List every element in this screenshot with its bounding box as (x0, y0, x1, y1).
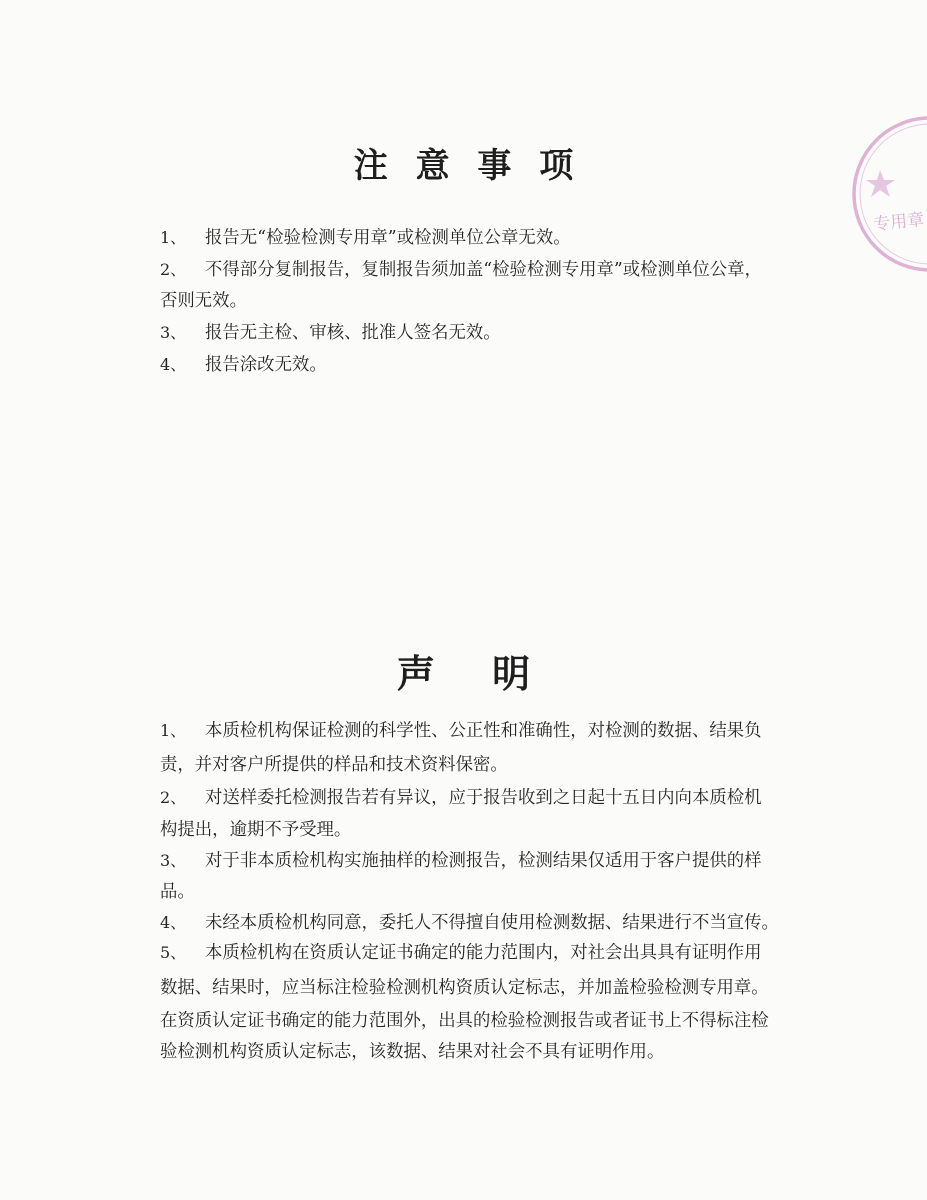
notice-title: 注 意 事 项 (353, 146, 582, 186)
item-number: 4、 (160, 913, 187, 932)
item-text-line: 数据、结果时，应当标注检验检测机构资质认定标志，并加盖检验检测专用章。 (160, 978, 769, 998)
item-number: 2、 (160, 788, 187, 807)
item-text-line: 本质检机构在资质认定证书确定的能力范围内，对社会出具具有证明作用 (205, 943, 762, 963)
item-text-line: 品。 (160, 882, 195, 902)
item-text-line: 否则无效。 (160, 291, 247, 311)
item-text-line: 报告无主检、审核、批准人签名无效。 (205, 323, 501, 343)
official-seal (850, 108, 927, 280)
item-number: 4、 (160, 355, 187, 374)
item-text-line: 对送样委托检测报告若有异议，应于报告收到之日起十五日内向本质检机 (205, 788, 762, 808)
item-text-line: 不得部分复制报告，复制报告须加盖“检验检测专用章”或检测单位公章， (205, 260, 762, 280)
item-number: 2、 (160, 260, 187, 279)
item-text-line: 报告无“检验检测专用章”或检测单位公章无效。 (205, 228, 571, 248)
seal-outer-ring (854, 118, 927, 270)
seal-text: 专用章 (872, 209, 926, 235)
item-text-line: 未经本质检机构同意，委托人不得擅自使用检测数据、结果进行不当宣传。 (205, 913, 779, 933)
item-text-line: 对于非本质检机构实施抽样的检测报告，检测结果仅适用于客户提供的样 (205, 851, 762, 871)
item-text-line: 在资质认定证书确定的能力范围外，出具的检验检测报告或者证书上不得标注检 (160, 1011, 769, 1031)
item-number: 1、 (160, 721, 187, 740)
statement-title: 声 明 (396, 651, 553, 696)
item-text-line: 责，并对客户所提供的样品和技术资料保密。 (160, 755, 508, 775)
item-number: 3、 (160, 851, 187, 870)
item-number: 1、 (160, 228, 187, 247)
item-text-line: 本质检机构保证检测的科学性、公正性和准确性，对检测的数据、结果负 (205, 721, 762, 741)
item-text-line: 报告涂改无效。 (205, 355, 327, 375)
item-number: 5、 (160, 943, 187, 962)
item-text-line: 构提出，逾期不予受理。 (160, 820, 352, 840)
seal-star-icon (866, 170, 895, 197)
item-text-line: 验检测机构资质认定标志，该数据、结果对社会不具有证明作用。 (160, 1042, 665, 1062)
item-number: 3、 (160, 323, 187, 342)
